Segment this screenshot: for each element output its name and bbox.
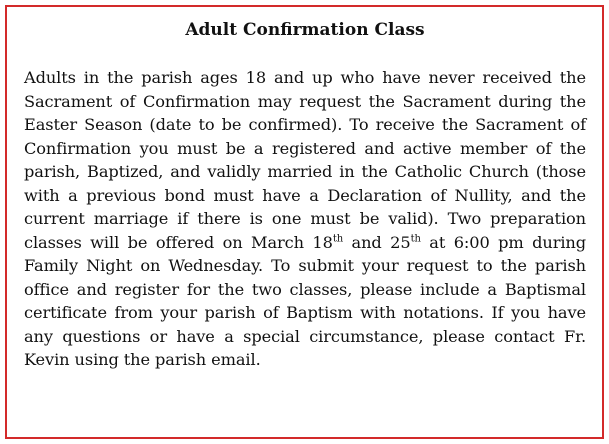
notice-box bbox=[5, 5, 604, 439]
ordinal-suffix-18: th bbox=[332, 233, 344, 245]
ordinal-suffix-25: th bbox=[410, 233, 421, 245]
body-text-part-2: and 25 bbox=[343, 232, 411, 252]
body-text-part-3: at 6:00 pm during Family Night on Wednesday. To submit your request to the parish office and register for the two classes, please include a Baptismal certificate from your parish of Baptism with notations. If you have any questions or have a special circumstance, please contact Fr. Kevin using the parish email. bbox=[24, 232, 586, 369]
body-text-part-1: Adults in the parish ages 18 and up who have never received the Sacrament of Confirmation may request the Sacrament during the Easter Season (date to be confirmed). To receive the Sacrament of Confirmation you must be a registered and active member of the parish, Baptized, and validly married in the Catholic Church (those with a previous bond must have a Declaration of Nullity, and the current marriage if there is one must be valid). Two preparation classes will be offered on March 18 bbox=[24, 68, 586, 252]
notice-title: Adult Confirmation Class bbox=[185, 20, 425, 40]
notice-body bbox=[24, 66, 586, 372]
